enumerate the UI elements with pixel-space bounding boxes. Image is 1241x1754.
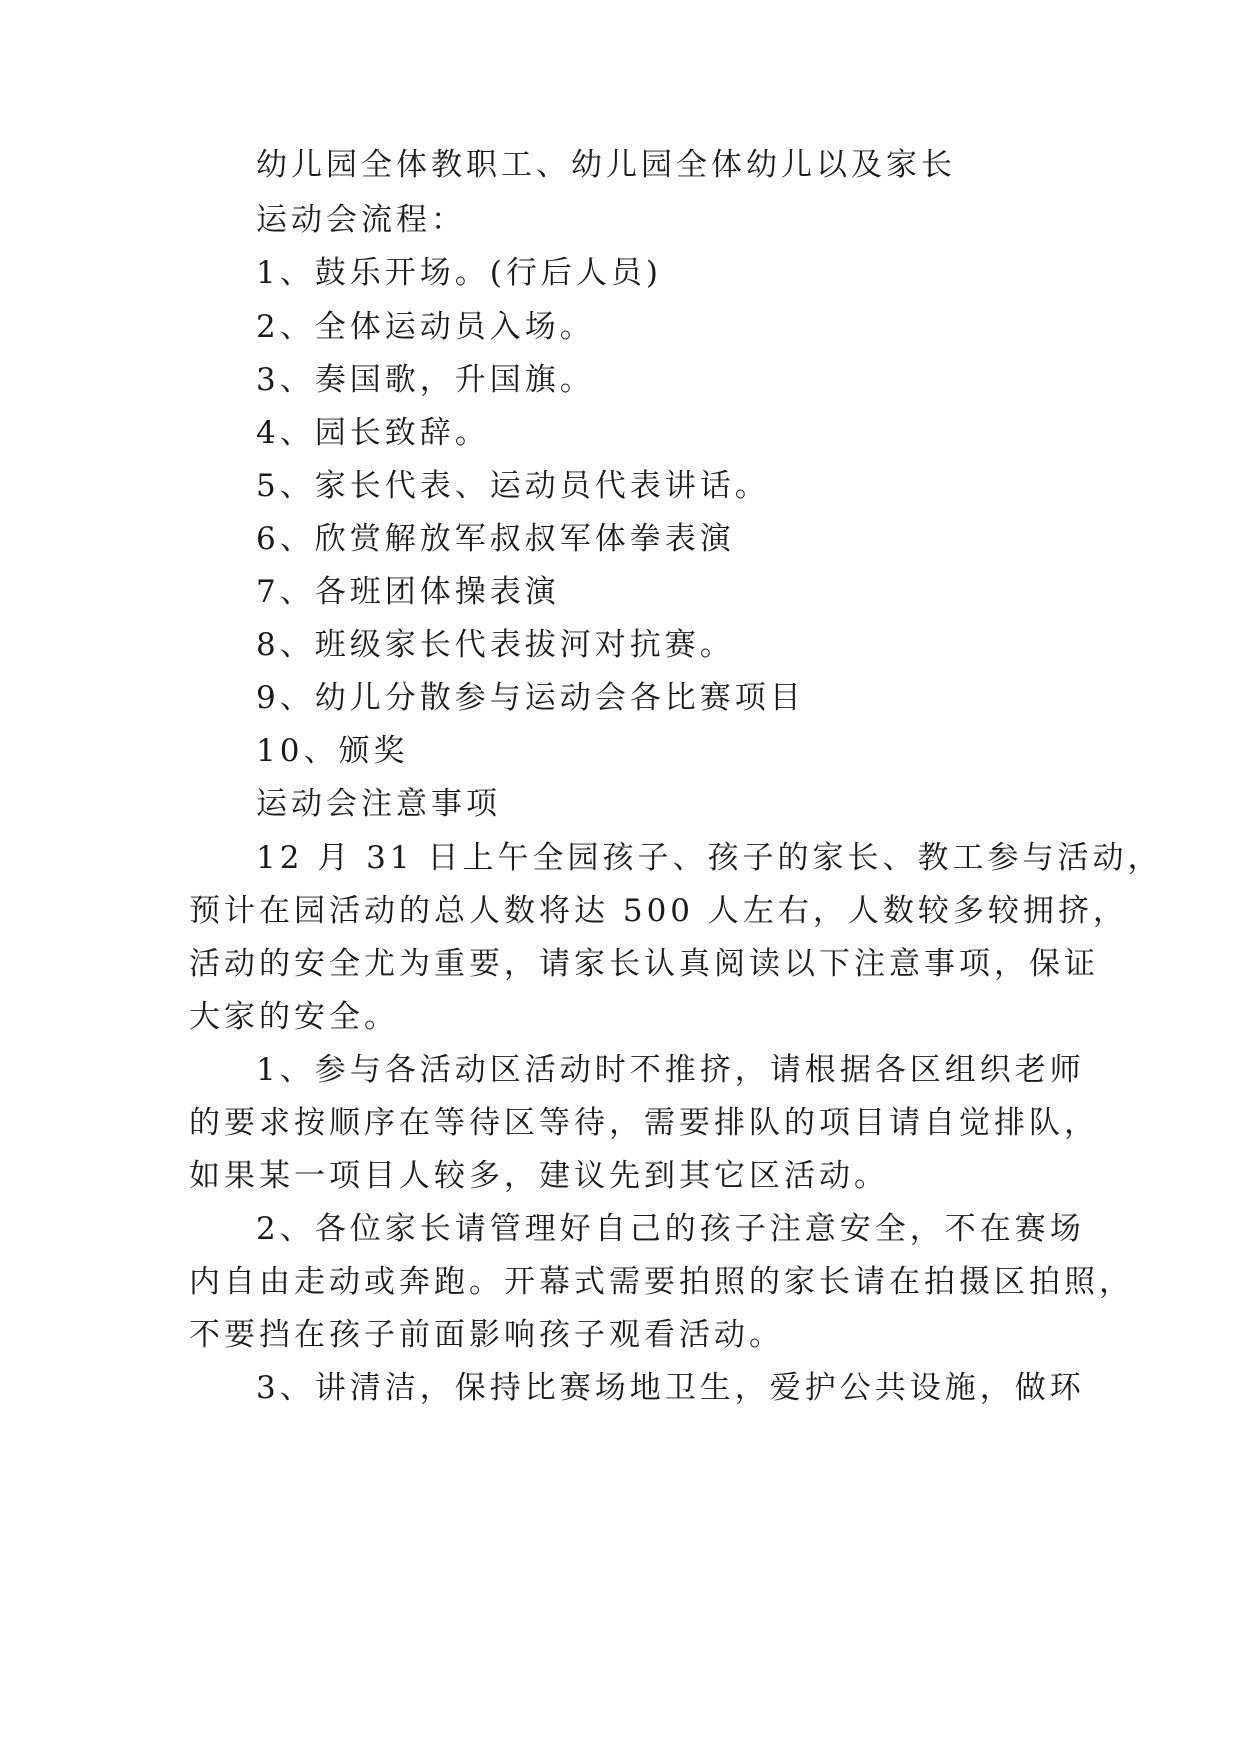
program-heading: 运动会流程： [256,202,466,238]
program-item-7: 7、各班团体操表演 [256,574,560,610]
program-item-8: 8、班级家长代表拔河对抗赛。 [256,627,735,663]
note-1-line-1: 1、参与各活动区活动时不推挤，请根据各区组织老师 [256,1052,1085,1088]
program-item-9: 9、幼儿分散参与运动会各比赛项目 [256,680,805,716]
intro-paragraph-line-2: 预计在园活动的总人数将达 500 人左右，人数较多较拥挤， [189,893,1128,929]
note-2-line-1: 2、各位家长请管理好自己的孩子注意安全，不在赛场 [256,1211,1085,1247]
notes-heading: 运动会注意事项 [256,786,501,822]
note-1-line-2: 的要求按顺序在等待区等待，需要排队的项目请自觉排队， [189,1105,1099,1141]
program-item-10: 10、颁奖 [256,733,409,769]
intro-paragraph-line-1: 12 月 31 日上午全园孩子、孩子的家长、教工参与活动， [256,840,1163,876]
attendees-line: 幼儿园全体教职工、幼儿园全体幼儿以及家长 [256,147,956,183]
intro-paragraph-line-3: 活动的安全尤为重要，请家长认真阅读以下注意事项，保证 [189,946,1099,982]
intro-paragraph-line-4: 大家的安全。 [189,999,399,1035]
note-2-line-3: 不要挡在孩子前面影响孩子观看活动。 [189,1317,784,1353]
program-item-5: 5、家长代表、运动员代表讲话。 [256,468,770,504]
program-item-2: 2、全体运动员入场。 [256,309,595,345]
program-item-1: 1、鼓乐开场。(行后人员) [256,255,662,291]
note-3-line-1: 3、讲清洁，保持比赛场地卫生，爱护公共设施，做环 [256,1370,1085,1406]
program-item-4: 4、园长致辞。 [256,415,490,451]
note-2-line-2: 内自由走动或奔跑。开幕式需要拍照的家长请在拍摄区拍照， [189,1264,1134,1300]
program-item-3: 3、奏国歌，升国旗。 [256,362,595,398]
program-item-6: 6、欣赏解放军叔叔军体拳表演 [256,521,735,557]
note-1-line-3: 如果某一项目人较多，建议先到其它区活动。 [189,1158,889,1194]
